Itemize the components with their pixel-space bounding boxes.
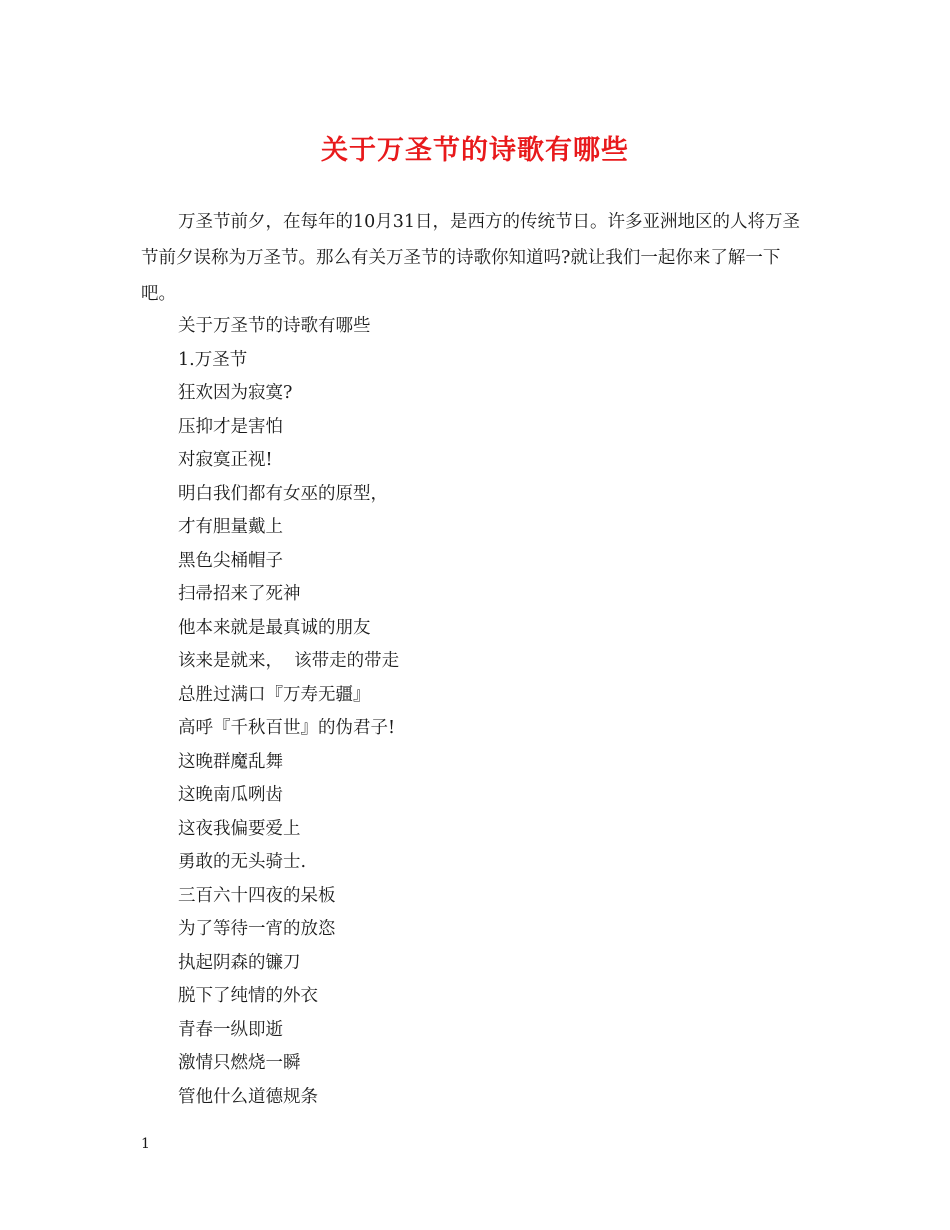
poem-line: 勇敢的无头骑士. [178,852,307,872]
poem-line: 才有胆量戴上 [178,517,283,537]
poem-line: 这晚南瓜咧齿 [178,785,283,805]
poem-line: 狂欢因为寂寞? [178,383,293,403]
poem-line: 对寂寞正视! [178,450,273,470]
poem-line: 扫帚招来了死神 [178,584,301,604]
poem-line: 明白我们都有女巫的原型， [178,483,388,504]
subheading: 关于万圣节的诗歌有哪些 [178,316,371,336]
intro-paragraph: 万圣节前夕，在每年的10月31日，是西方的传统节日。许多亚洲地区的人将万圣节前夕误称为万圣节。那么有关万圣节的诗歌你知道吗?就让我们一起你来了解一下吧。 [141,212,801,304]
poem-line: 脱下了纯情的外衣 [178,986,318,1006]
poem-line: 高呼『千秋百世』的伪君子! [178,718,396,738]
page-number: 1 [141,1136,150,1152]
poem-line: 他本来就是最真诚的朋友 [178,617,371,638]
poem-line: 为了等待一宵的放恣 [178,919,336,939]
poem-line: 黑色尖桶帽子 [178,550,283,571]
poem-line: 执起阴森的镰刀 [178,952,301,973]
poem-title: 1.万圣节 [178,349,248,370]
page-title: 关于万圣节的诗歌有哪些 [321,135,629,166]
poem-line: 激情只燃烧一瞬 [178,1053,301,1073]
poem-line: 这夜我偏要爱上 [178,818,301,839]
poem-line: 管他什么道德规条 [178,1086,318,1107]
poem-line: 总胜过满口『万寿无疆』 [178,684,371,705]
poem-line: 压抑才是害怕 [178,416,283,437]
poem-line: 这晚群魔乱舞 [178,751,283,772]
poem-line: 青春一纵即逝 [178,1019,283,1040]
poem-lines [178,310,399,1114]
poem-line: 三百六十四夜的呆板 [178,885,336,906]
poem-line: 该来是就来， 该带走的带走 [178,651,400,671]
